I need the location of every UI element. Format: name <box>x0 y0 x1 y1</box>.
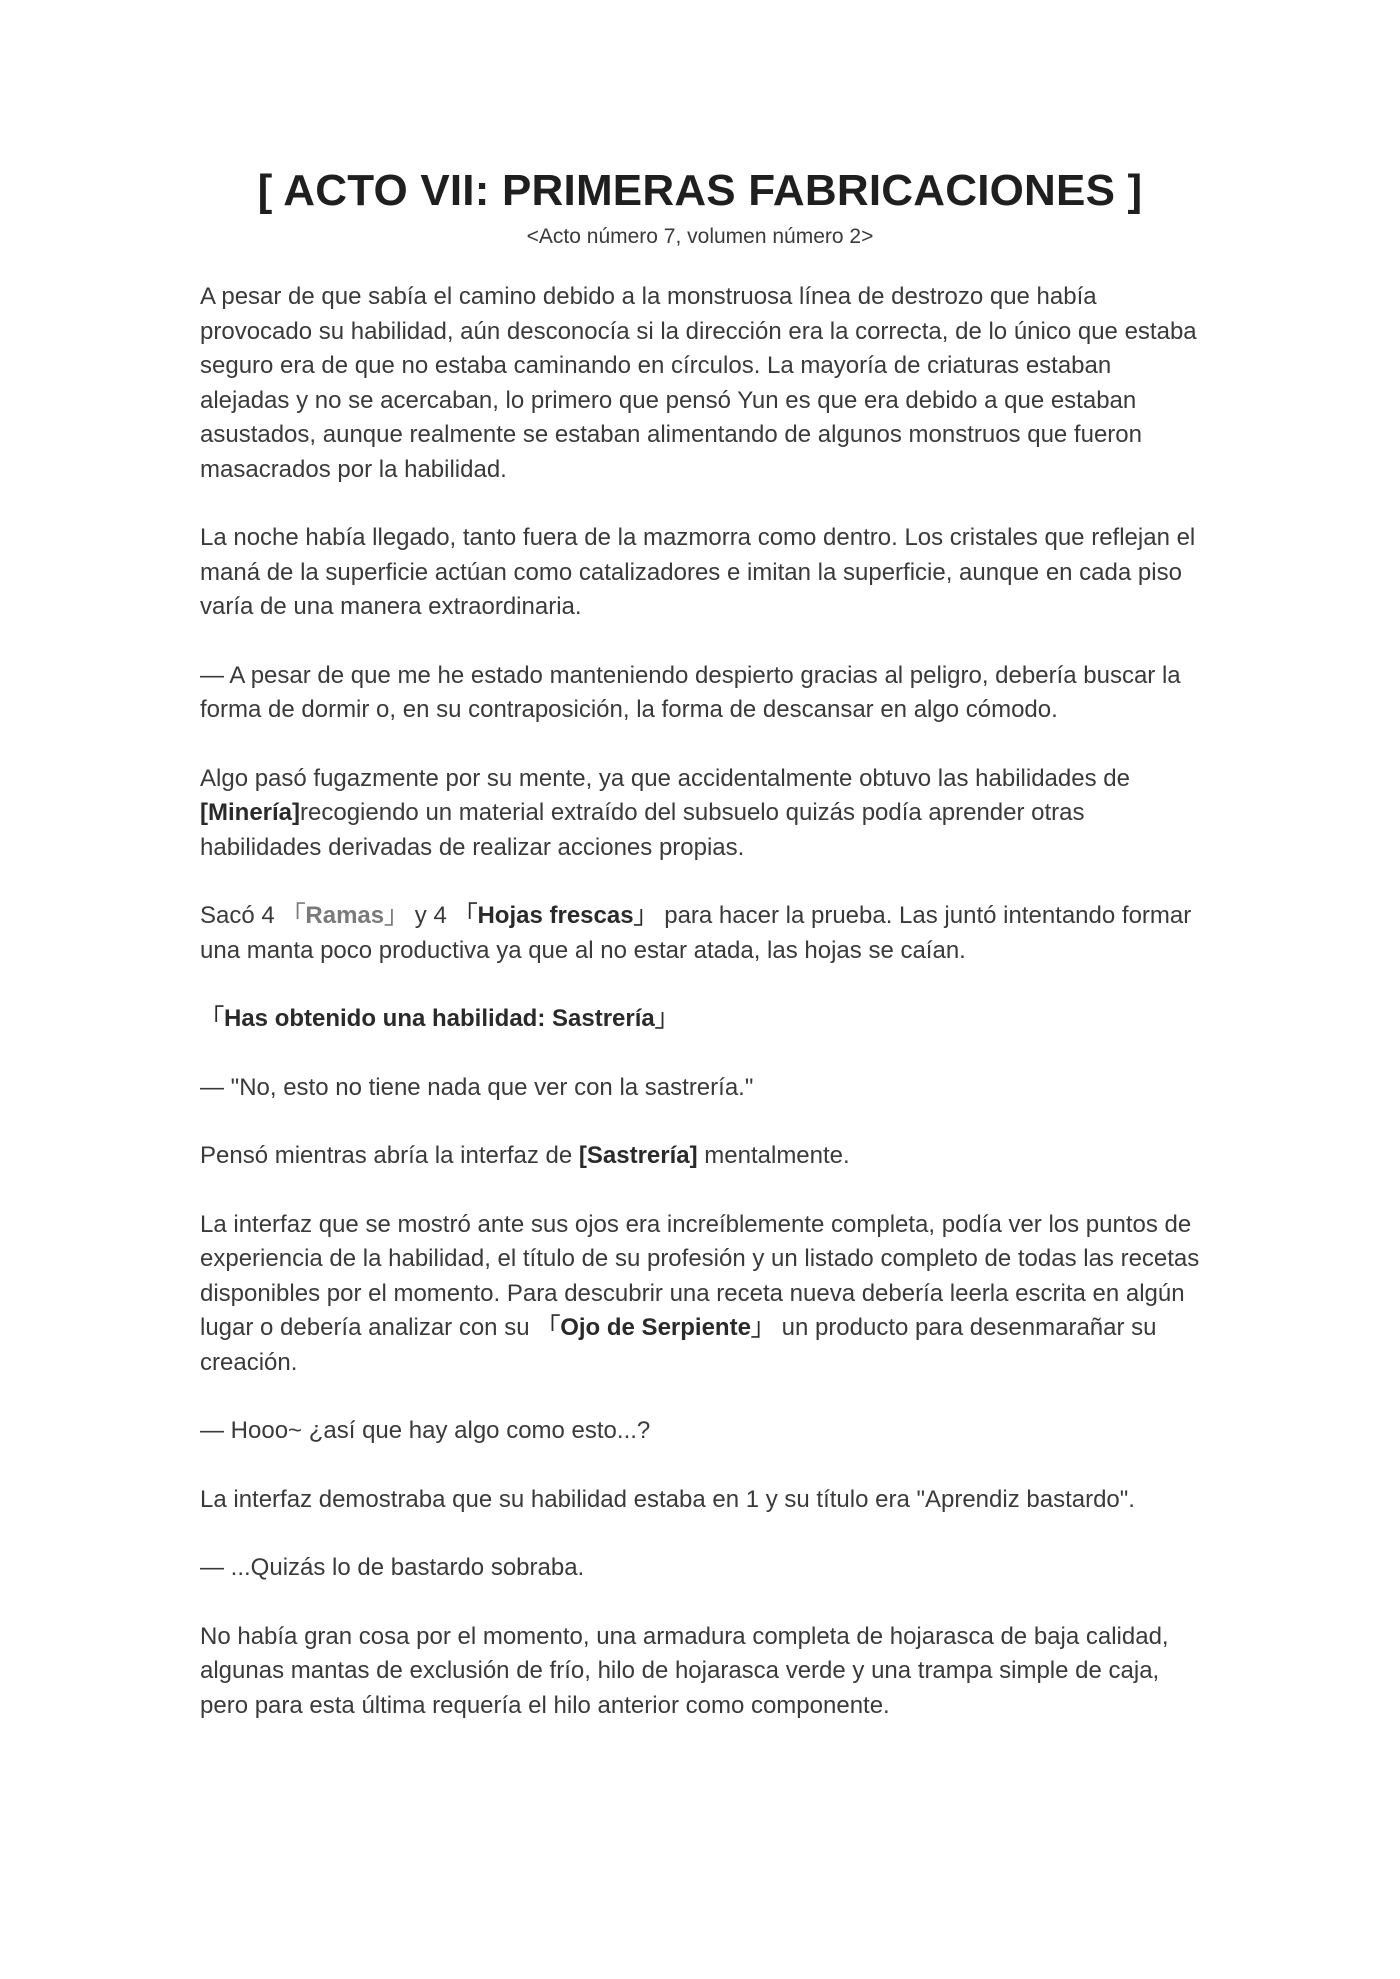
paragraph-8-text-a: Pensó mientras abría la interfaz de <box>200 1142 579 1169</box>
paragraph-9-text-a: La interfaz que se mostró ante sus ojos era increíblemente completa, podía ver los puntos de experiencia de la habilidad, el título de su profesión y un listado completo de todas las recetas disponibles por el momento. Para descubrir una receta nueva debería leerla escrita en algún lugar o debería analizar con su <box>200 1210 1200 1341</box>
skill-sastreria: [Sastrería] <box>578 1142 698 1169</box>
paragraph-9 <box>200 1208 1200 1381</box>
skill-mineria: [Minería] <box>200 799 301 826</box>
paragraph-5-text-e: para hacer la prueba. Las juntó intentando formar una manta poco productiva ya que al no estar atada, las hojas se caían. <box>200 902 1192 964</box>
paragraph-5 <box>200 899 1200 968</box>
paragraph-4-text-a: Algo pasó fugazmente por su mente, ya que accidentalmente obtuvo las habilidades de <box>200 764 1130 792</box>
paragraph-12: — ...Quizás lo de bastardo sobraba. <box>200 1554 585 1581</box>
chapter-title: [ ACTO VII: PRIMERAS FABRICACIONES ] <box>257 166 1143 215</box>
paragraph-2: La noche había llegado, tanto fuera de la mazmorra como dentro. Los cristales que reflejan el maná de la superficie actúan como catalizadores e imitan la superficie, aunque en cada piso varía de una manera extraordinaria. <box>200 524 1196 620</box>
item-ramas: 「Ramas」 <box>281 902 409 929</box>
paragraph-11: La interfaz demostraba que su habilidad estaba en 1 y su título era "Aprendiz bastardo". <box>200 1485 1135 1513</box>
paragraph-4-text-c: recogiendo un material extraído del subsuelo quizás podía aprender otras habilidades derivadas de realizar acciones propias. <box>200 799 1085 861</box>
paragraph-8-text-c: mentalmente. <box>697 1142 850 1169</box>
document-page <box>200 160 1200 1757</box>
chapter-subtitle: <Acto número 7, volumen número 2> <box>526 225 874 248</box>
paragraph-9-text-c: un producto para desenmarañar su creación. <box>200 1314 1157 1376</box>
paragraph-7: — "No, esto no tiene nada que ver con la sastrería." <box>200 1073 754 1101</box>
system-message: 「Has obtenido una habilidad: Sastrería」 <box>200 1005 679 1032</box>
paragraph-3: — A pesar de que me he estado manteniendo despierto gracias al peligro, debería buscar la forma de dormir o, en su contraposición, la forma de descansar en algo cómodo. <box>200 661 1181 723</box>
paragraph-13: No había gran cosa por el momento, una armadura completa de hojarasca de baja calidad, algunas mantas de exclusión de frío, hilo de hojarasca verde y una trampa simple de caja, pero para esta última requería el hilo anterior como componente. <box>200 1622 1169 1719</box>
item-hojas-frescas: 「Hojas frescas」 <box>453 902 658 929</box>
paragraph-1: A pesar de que sabía el camino debido a la monstruosa línea de destrozo que había provocado su habilidad, aún desconocía si la dirección era la correcta, de lo único que estaba seguro era de que no estaba caminando en círculos. La mayoría de criaturas estaban alejadas y no se acercaban, lo primero que pensó Yun es que era debido a que estaban asustados, aunque realmente se estaban alimentando de algunos monstruos que fueron masacrados por la habilidad. <box>200 283 1197 483</box>
paragraph-8 <box>200 1139 1200 1174</box>
skill-ojo-de-serpiente: 「Ojo de Serpiente」 <box>536 1314 775 1341</box>
paragraph-5-text-a: Sacó 4 <box>200 902 282 929</box>
paragraph-4 <box>200 762 1200 866</box>
paragraph-5-text-c: y 4 <box>408 902 454 929</box>
paragraph-10: — Hooo~ ¿así que hay algo como esto...? <box>200 1417 651 1444</box>
